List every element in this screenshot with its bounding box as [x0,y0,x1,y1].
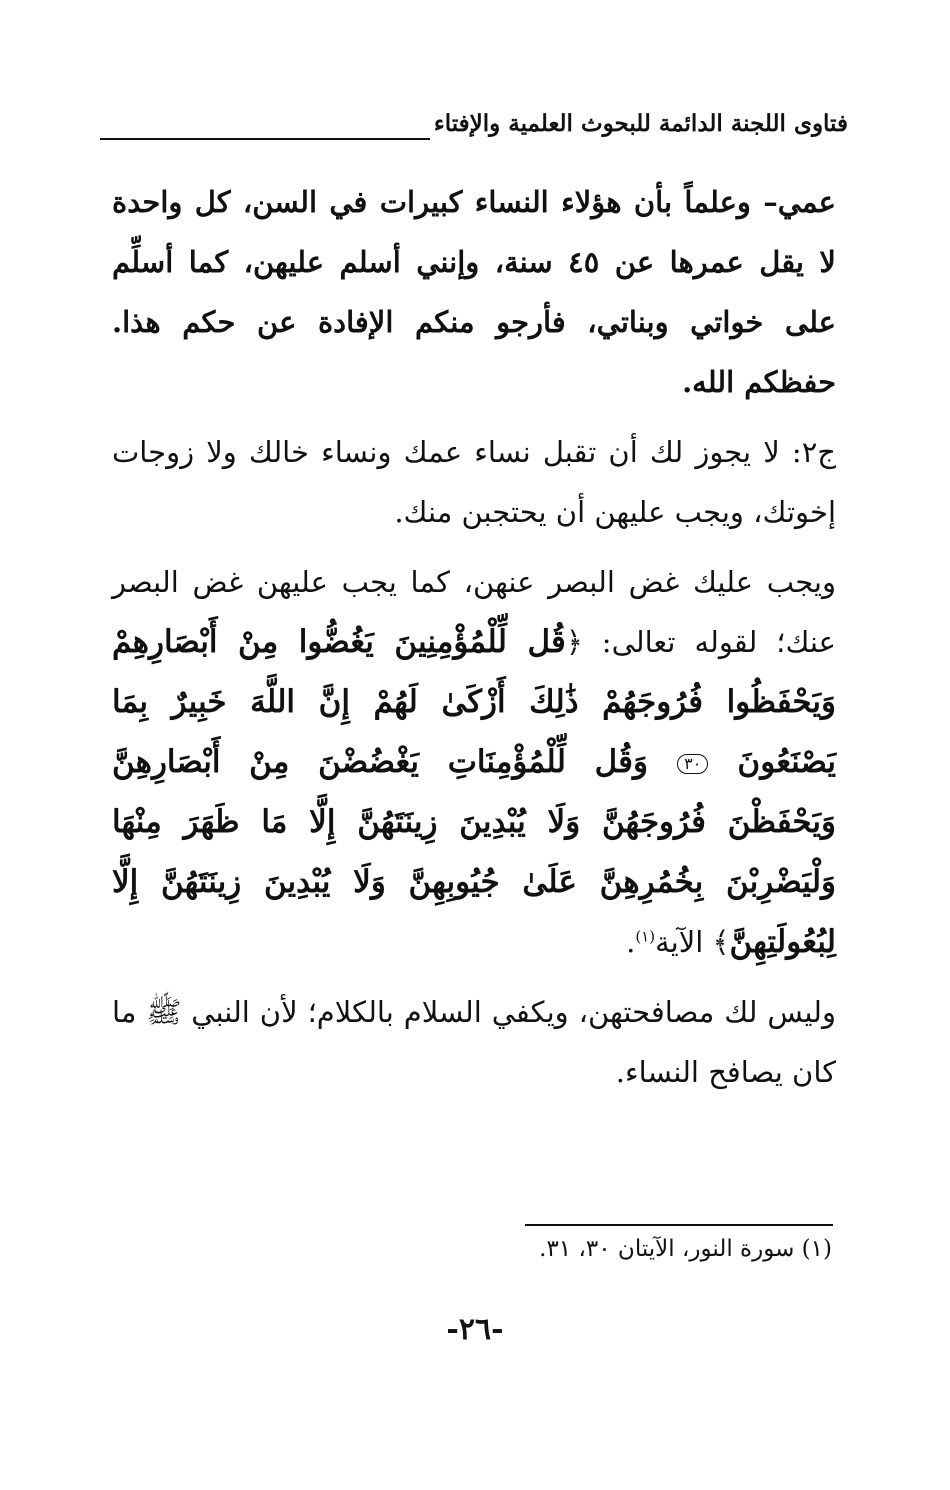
answer-paragraph-1: ج٢: لا يجوز لك أن تقبل نساء عمك ونساء خالك ولا زوجات إخوتك، ويجب عليهن أن يحتجبن منك. [112,435,836,529]
quran-close-bracket: ﴾ [712,925,730,959]
quran-open-bracket: ﴿ [565,625,583,659]
footnote-reference: (١) [635,927,656,946]
header-rule [100,138,430,140]
quran-verse-31: وَقُل لِّلْمُؤْمِنَاتِ يَغْضُضْنَ مِنْ أَبْصَارِهِنَّ وَيَحْفَظْنَ فُرُوجَهُنَّ وَلَا يُبْدِينَ زِينَتَهُنَّ إِلَّا مَا ظَهَرَ مِنْهَا وَلْيَضْرِبْنَ بِخُمُرِهِنَّ عَلَىٰ جُيُوبِهِنَّ وَلَا يُبْدِينَ زِينَتَهُنَّ إِلَّا لِبُعُولَتِهِنَّ [112,744,836,960]
footnote-rule [525,1224,833,1226]
quran-verse-30: قُل لِّلْمُؤْمِنِينَ يَغُضُّوا مِنْ أَبْصَارِهِمْ وَيَحْفَظُوا فُرُوجَهُمْ ذَٰلِكَ أَزْكَىٰ لَهُمْ إِنَّ اللَّهَ خَبِيرٌ بِمَا يَصْنَعُونَ [112,624,837,780]
question-paragraph: عمي– وعلماً بأن هؤلاء النساء كبيرات في السن، كل واحدة لا يقل عمرها عن ٤٥ سنة، وإنني أسلم عليهن، كما أسلِّم على خواتي وبناتي، فأرجو منكم الإفادة عن حكم هذا. حفظكم الله. [112,185,836,399]
footnote: (١) سورة النور، الآيتان ٣٠، ٣١. [539,1236,832,1262]
page-header [100,110,848,150]
answer-paragraph-3: وليس لك مصافحتهن، ويكفي السلام بالكلام؛ لأن النبي ﷺ ما كان يصافح النساء. [112,995,836,1089]
page-number: -٢٦- [446,1312,504,1347]
page-body [112,172,836,1112]
answer-paragraph-2: ويجب عليك غض البصر عنهن، كما يجب عليهن غض البصر عنك؛ لقوله تعالى: ﴿قُل لِّلْمُؤْمِنِينَ يَغُضُّوا مِنْ أَبْصَارِهِمْ وَيَحْفَظُوا فُرُوجَهُمْ ذَٰلِكَ أَزْكَىٰ لَهُمْ إِنَّ اللَّهَ خَبِيرٌ بِمَا يَصْنَعُونَ ٣٠ وَقُل لِّلْمُؤْمِنَاتِ يَغْضُضْنَ مِنْ أَبْصَارِهِنَّ وَيَحْفَظْنَ فُرُوجَهُنَّ وَلَا يُبْدِينَ زِينَتَهُنَّ إِلَّا مَا ظَهَرَ مِنْهَا وَلْيَضْرِبْنَ بِخُمُرِهِنَّ عَلَىٰ جُيُوبِهِنَّ وَلَا يُبْدِينَ زِينَتَهُنَّ إِلَّا لِبُعُولَتِهِنَّ﴾ الآية$^{(١)}$. [112,565,837,960]
ayah-number-marker: ٣٠ [677,754,708,774]
quran-intro: ويجب عليك غض البصر عنهن، كما يجب عليهن غض البصر عنك؛ لقوله تعالى: [112,565,836,659]
header-title: فتاوى اللجنة الدائمة للبحوث العلمية والإفتاء [433,110,848,137]
ayah-word: الآية [655,925,704,959]
